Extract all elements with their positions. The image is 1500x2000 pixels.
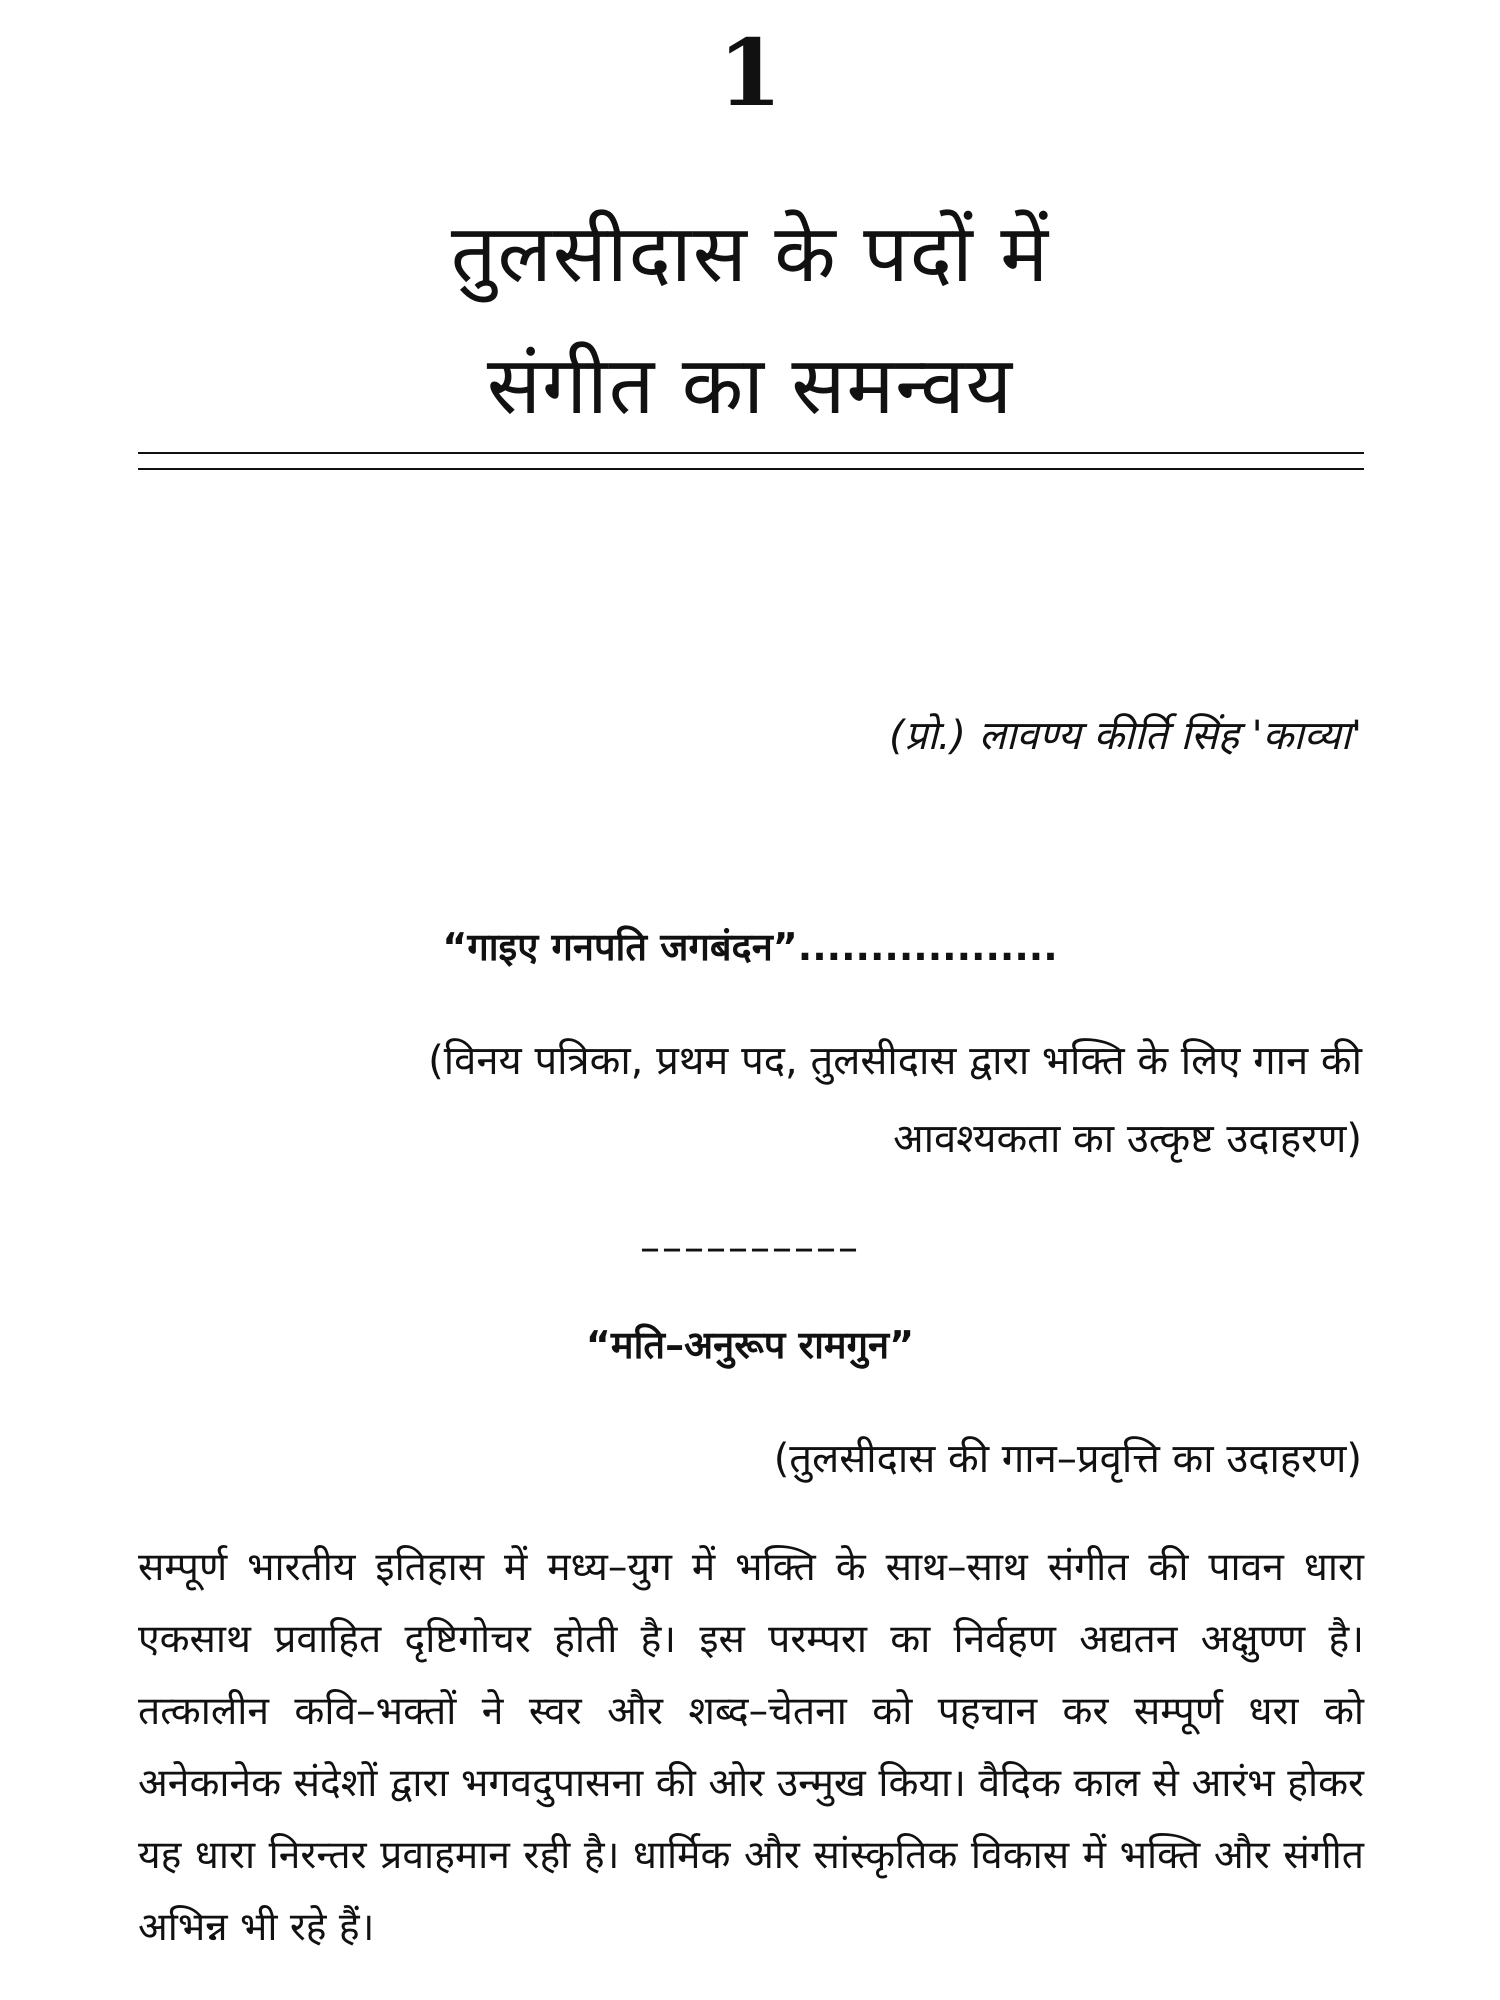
chapter-number: 1 <box>717 19 782 127</box>
chapter-title-line-2: संगीत का समन्वय <box>486 339 1014 432</box>
title-rule-bottom <box>138 468 1364 470</box>
body-paragraph: सम्पूर्ण भारतीय इतिहास में मध्य–युग में भक्ति के साथ–साथ संगीत की पावन धारा एकसाथ प्रवाहित दृष्टिगोचर होती है। इस परम्परा का निर्वहण अद्यतन अक्षुण्ण है। तत्कालीन कवि–भक्तों ने स्वर और शब्द–चेतना को पहचान कर सम्पूर्ण धरा को अनेकानेक संदेशों द्वारा भगवदुपासना की ओर उन्मुख किया। वैदिक काल से आरंभ होकर यह धारा निरन्तर प्रवाहमान रही है। धार्मिक और सांस्कृतिक विकास में भक्ति और संगीत अभिन्न भी रहे हैं। <box>138 1545 1364 1950</box>
verse-source-2: (तुलसीदास की गान–प्रवृत्ति का उदाहरण) <box>773 1436 1362 1482</box>
section-separator: –––––––––– <box>640 1225 860 1271</box>
verse-quote-2: “मति–अनुरूप रामगुन” <box>585 1323 915 1367</box>
title-rule-top <box>138 452 1364 454</box>
verse-quote-1: “गाइए गनपति जगबंदन”.................. <box>442 925 1058 969</box>
verse-source-1: (विनय पत्रिका, प्रथम पद, तुलसीदास द्वारा भक्ति के लिए गान की आवश्यकता का उत्कृष्ट उदाहरण) <box>428 1038 1362 1162</box>
author-byline: (प्रो.) लावण्य कीर्ति सिंह 'काव्या' <box>888 713 1362 759</box>
chapter-title-line-1: तुलसीदास के पदों में <box>450 207 1050 300</box>
